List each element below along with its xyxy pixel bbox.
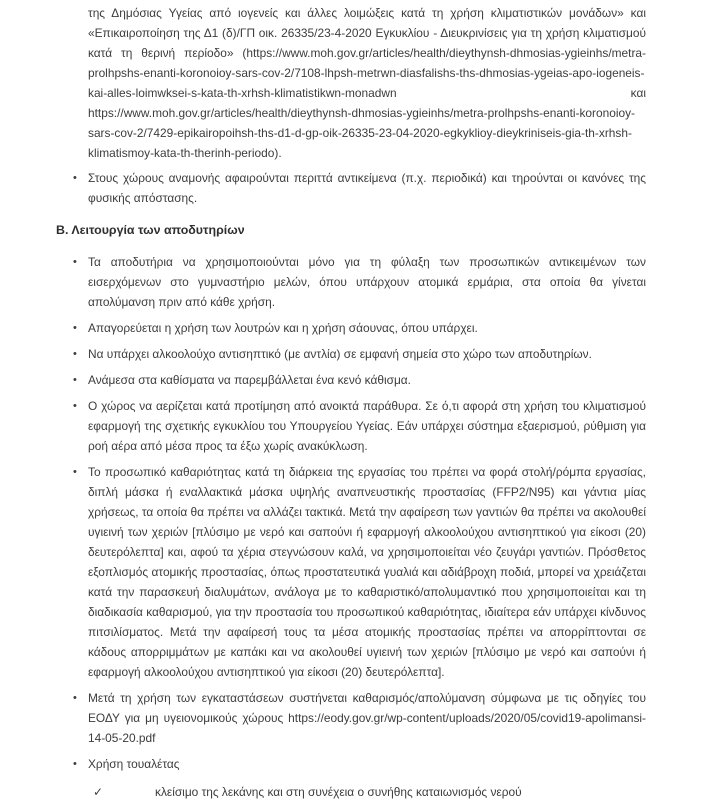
bullet-item-empty-seat <box>56 370 646 390</box>
bullet-item-post-use-cleaning <box>56 688 646 748</box>
bullet-item-toilet-use <box>56 754 646 774</box>
bullet-icon: • <box>73 172 77 184</box>
bullet-item-lockers <box>56 252 646 312</box>
bullet-text-empty-seat: Ανάμεσα στα καθίσματα να παρεμβάλλεται ένα κενό κάθισμα. <box>88 373 411 387</box>
bullet-text-antiseptic: Να υπάρχει αλκοολούχο αντισηπτικό (με αντλία) σε εμφανή σημεία στο χώρο των αποδυτηρίων. <box>88 347 592 361</box>
bullet-icon: • <box>73 374 77 386</box>
bullet-icon: • <box>73 322 77 334</box>
bullet-text-post-use-cleaning: Μετά τη χρήση των εγκαταστάσεων συστήνεται καθαρισμός/απολύμανση σύμφωνα με τις οδηγίες του ΕΟΔΥ για μη υγειονομικούς χώρους https://eody.gov.gr/wp-content/uploads/2020/05/covid19-apolimansi-14-05-20.pdf <box>88 691 646 745</box>
checkmark-icon: ✓ <box>93 785 104 799</box>
checkmark-item-toilet-lid <box>56 782 646 802</box>
bullet-icon: • <box>73 400 77 412</box>
bullet-text-toilet-use: Χρήση τουαλέτας <box>88 757 180 771</box>
checkmark-text-toilet-lid: κλείσιμο της λεκάνης και στη συνέχεια ο συνήθης καταιωνισμός νερού <box>155 785 522 799</box>
continuation-paragraph: της Δημόσιας Υγείας από ιογενείς και άλλες λοιμώξεις κατά τη χρήση κλιματιστικών μονάδων» και «Επικαιροποίηση της Δ1 (δ)/ΓΠ οικ. 26335/23-4-2020 Εγκυκλίου - Διευκρινίσεις για τη χρήση κλιματισμού κατά τη θερινή περίοδο» (https://www.moh.gov.gr/articles/health/dieythynsh-dhmosias-ygieinhs/metra-prolhpshs-enanti-koronoioy-sars-cov-2/7108-lhpsh-metrwn-diasfalishs-ths-dhmosias-ygeias-apo-iogeneis-kai-alles-loimwksei-s-kata-th-xrhsh-klimatistikwn-monadwn και https://www.moh.gov.gr/articles/health/dieythynsh-dhmosias-ygieinhs/metra-prolhpshs-enanti-koronoioy-sars-cov-2/7429-epikairopoihsh-ths-d1-d-gp-oik-26335-23-04-2020-egkyklioy-dieykriniseis-gia-th-xrhsh-klimatismoy-kata-th-therinh-periodo). <box>88 6 646 160</box>
bullet-item-waiting-area <box>56 168 646 208</box>
bullet-text-ventilation: Ο χώρος να αερίζεται κατά προτίμηση από ανοικτά παράθυρα. Σε ό,τι αφορά στη χρήση του κλιματισμού εφαρμογή της σχετικής εγκυκλίου του Υπουργείου Υγείας. Εάν υπάρχει σύστημα εξαερισμού, ρύθμιση για ροή αέρα από μέσα προς τα έξω χωρίς ανακύκλωση. <box>88 399 646 453</box>
bullet-item-antiseptic <box>56 344 646 364</box>
section-heading: Β. Λειτουργία των αποδυτηρίων <box>56 223 245 237</box>
bullet-text-lockers: Τα αποδυτήρια να χρησιμοποιούνται μόνο για τη φύλαξη των προσωπικών αντικειμένων των εισερχόμενων στο γυμναστήριο μελών, όπου υπάρχουν ατομικά ερμάρια, στα οποία θα γίνεται απολύμανση πριν από κάθε χρήση. <box>88 255 646 309</box>
bullet-item-cleaning-staff <box>56 462 646 682</box>
bullet-icon: • <box>73 466 77 478</box>
bullet-icon: • <box>73 256 77 268</box>
bullet-icon: • <box>73 758 77 770</box>
bullet-text-waiting-area: Στους χώρους αναμονής αφαιρούνται περιττά αντικείμενα (π.χ. περιοδικά) και τηρούνται οι κανόνες της φυσικής απόστασης. <box>88 171 646 205</box>
bullet-text-cleaning-staff: Το προσωπικό καθαριότητας κατά τη διάρκεια της εργασίας του πρέπει να φορά στολή/ρόμπα εργασίας, διπλή μάσκα ή εναλλακτικά μάσκα υψηλής αναπνευστικής προστασίας (FFP2/N95) και γάντια μίας χρήσεως, τα οποία θα πρέπει να αλλάζει τακτικά. Μετά την αφαίρεση των γαντιών θα πρέπει να ακολουθεί υγιεινή των χεριών [πλύσιμο με νερό και σαπούνι ή εφαρμογή αλκοολούχου αντισηπτικού για είκοσι (20) δευτερόλεπτα] και, αφού τα χέρια στεγνώσουν καλά, να χρησιμοποιείται νέο ζευγάρι γαντιών. Πρόσθετος εξοπλισμός ατομικής προστασίας, όπως προστατευτικά γυαλιά και αδιάβροχη ποδιά, μπορεί να χρειάζεται κατά την παρασκευή διαλυμάτων, ανάλογα με το καθαριστικό/απολυμαντικό που χρησιμοποιείται και τη διαδικασία καθαρισμού, για την προστασία του προσωπικού καθαριότητας, ιδιαίτερα εάν υπάρχει κίνδυνος πιτσιλίσματος. Μετά την αφαίρεσή τους τα μέσα ατομικής προστασίας πρέπει να απορρίπτονται σε κάδους απορριμμάτων με καπάκι και να ακολουθεί υγιεινή των χεριών [πλύσιμο με νερό και σαπούνι ή εφαρμογή αλκοολούχου αντισηπτικού για είκοσι (20) δευτερόλεπτα]. <box>88 465 647 679</box>
bullet-icon: • <box>73 692 77 704</box>
bullet-icon: • <box>73 348 77 360</box>
bullet-text-showers-ban: Απαγορεύεται η χρήση των λουτρών και η χρήση σάουνας, όπου υπάρχει. <box>88 321 478 335</box>
bullet-item-ventilation <box>56 396 646 456</box>
bullet-item-showers-ban <box>56 318 646 338</box>
